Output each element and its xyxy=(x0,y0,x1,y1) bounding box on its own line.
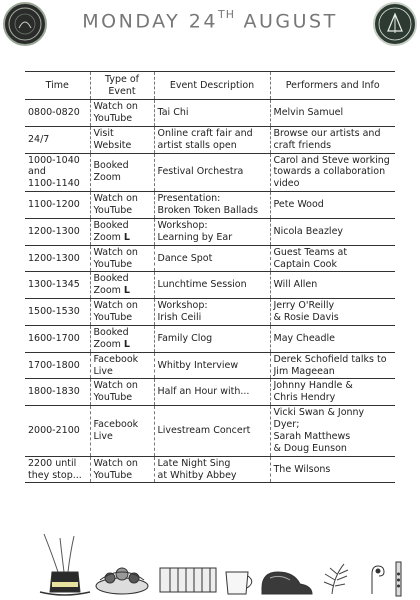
table-row xyxy=(25,456,395,483)
event-type-cell xyxy=(90,272,154,299)
event-description-cell: Whitby Interview xyxy=(154,352,270,379)
table-row xyxy=(25,325,395,352)
jug-icon xyxy=(226,572,252,594)
time-cell: 24/7 xyxy=(25,126,90,153)
event-type-text: Watch on YouTube xyxy=(93,246,138,270)
event-type-text: Booked Zoom xyxy=(93,219,129,243)
time-cell: 2000-2100 xyxy=(25,406,90,457)
time-cell: 1800-1830 xyxy=(25,379,90,406)
event-description-cell: Tai Chi xyxy=(154,100,270,127)
event-type-text: Watch on YouTube xyxy=(93,101,138,124)
footer-illustrations xyxy=(0,528,420,600)
festival-badge-logo-icon xyxy=(3,2,47,46)
event-description-cell: Online craft fair and artist stalls open xyxy=(154,126,270,153)
event-type-text: Watch on YouTube xyxy=(93,193,138,216)
event-description-cell: Festival Orchestra xyxy=(154,153,270,192)
event-description-cell: Presentation: Broken Token Ballads xyxy=(154,192,270,219)
feathered-hat-icon xyxy=(40,534,90,595)
event-description-cell: Workshop: Learning by Ear xyxy=(154,218,270,245)
table-row xyxy=(25,100,395,127)
performers-info-cell: Jerry O'Reilly & Rosie Davis xyxy=(270,299,395,326)
event-description-cell: Late Night Sing at Whitby Abbey xyxy=(154,456,270,483)
clog-shoe-icon xyxy=(262,572,312,594)
event-description-cell: Dance Spot xyxy=(154,245,270,272)
time-cell: 1600-1700 xyxy=(25,325,90,352)
column-header-performers: Performers and Info xyxy=(270,72,395,100)
performers-info-cell: Vicki Swan & Jonny Dyer; Sarah Matthews & Doug Eunson xyxy=(270,406,395,457)
table-row xyxy=(25,299,395,326)
event-type-marker: L xyxy=(123,231,130,243)
column-header-type: Type of Event xyxy=(90,72,154,100)
time-cell: 1200-1300 xyxy=(25,218,90,245)
column-header-description: Event Description xyxy=(154,72,270,100)
table-row xyxy=(25,218,395,245)
flower-basket-icon xyxy=(96,568,148,594)
event-type-cell xyxy=(90,456,154,483)
event-type-text: Watch on YouTube xyxy=(93,380,138,404)
event-description-cell: Lunchtime Session xyxy=(154,272,270,299)
page-title: MONDAY 24TH AUGUST xyxy=(82,8,338,33)
accordion-icon xyxy=(160,568,216,592)
table-row xyxy=(25,272,395,299)
performers-info-cell: Browse our artists and craft friends xyxy=(270,126,395,153)
event-type-text: Booked Zoom xyxy=(93,326,129,350)
event-type-text: Watch on YouTube xyxy=(93,300,138,323)
time-cell: 1500-1530 xyxy=(25,299,90,326)
column-header-time: Time xyxy=(25,72,90,100)
performers-info-cell: Carol and Steve working towards a collaboration video xyxy=(270,153,395,192)
event-type-text: Visit Website xyxy=(93,127,132,151)
performers-info-cell: Johnny Handle & Chris Hendry xyxy=(270,379,395,406)
time-cell: 0800-0820 xyxy=(25,100,90,127)
event-type-cell xyxy=(90,218,154,245)
time-cell: 1300-1345 xyxy=(25,272,90,299)
table-row xyxy=(25,126,395,153)
event-type-cell xyxy=(90,245,154,272)
fiddle-scroll-icon xyxy=(372,566,384,594)
table-row xyxy=(25,379,395,406)
event-type-cell xyxy=(90,100,154,127)
table-row xyxy=(25,192,395,219)
fern-icon xyxy=(324,564,348,594)
table-header-row xyxy=(25,72,395,100)
tin-whistle-icon xyxy=(396,562,401,596)
time-cell: 1100-1200 xyxy=(25,192,90,219)
performers-info-cell: Melvin Samuel xyxy=(270,100,395,127)
whitby-folk-week-logo-icon xyxy=(373,2,417,46)
event-type-cell xyxy=(90,325,154,352)
event-type-text: Watch on YouTube xyxy=(93,457,138,481)
event-type-marker: L xyxy=(123,338,130,350)
event-type-cell xyxy=(90,352,154,379)
performers-info-cell: Will Allen xyxy=(270,272,395,299)
table-row xyxy=(25,153,395,192)
performers-info-cell: Derek Schofield talks to Jim Mageean xyxy=(270,352,395,379)
performers-info-cell: Nicola Beazley xyxy=(270,218,395,245)
event-type-cell xyxy=(90,406,154,457)
event-type-cell xyxy=(90,299,154,326)
performers-info-cell: Guest Teams at Captain Cook xyxy=(270,245,395,272)
schedule-table xyxy=(25,71,395,483)
time-cell: 1200-1300 xyxy=(25,245,90,272)
event-type-cell xyxy=(90,153,154,192)
event-type-cell xyxy=(90,126,154,153)
event-description-cell: Livestream Concert xyxy=(154,406,270,457)
event-type-marker: L xyxy=(123,285,130,297)
event-type-text: Booked Zoom xyxy=(93,160,129,184)
performers-info-cell: Pete Wood xyxy=(270,192,395,219)
event-type-cell xyxy=(90,192,154,219)
time-cell: 1000-1040 and 1100-1140 xyxy=(25,153,90,192)
time-cell: 1700-1800 xyxy=(25,352,90,379)
performers-info-cell: May Cheadle xyxy=(270,325,395,352)
event-type-text: Facebook Live xyxy=(93,419,139,442)
event-type-text: Booked Zoom xyxy=(93,273,129,297)
event-description-cell: Family Clog xyxy=(154,325,270,352)
schedule-body xyxy=(25,100,395,483)
table-row xyxy=(25,352,395,379)
event-type-text: Facebook Live xyxy=(93,353,139,377)
event-description-cell: Half an Hour with... xyxy=(154,379,270,406)
event-type-cell xyxy=(90,379,154,406)
table-row xyxy=(25,406,395,457)
table-row xyxy=(25,245,395,272)
event-description-cell: Workshop: Irish Ceili xyxy=(154,299,270,326)
performers-info-cell: The Wilsons xyxy=(270,456,395,483)
time-cell: 2200 until they stop... xyxy=(25,456,90,483)
